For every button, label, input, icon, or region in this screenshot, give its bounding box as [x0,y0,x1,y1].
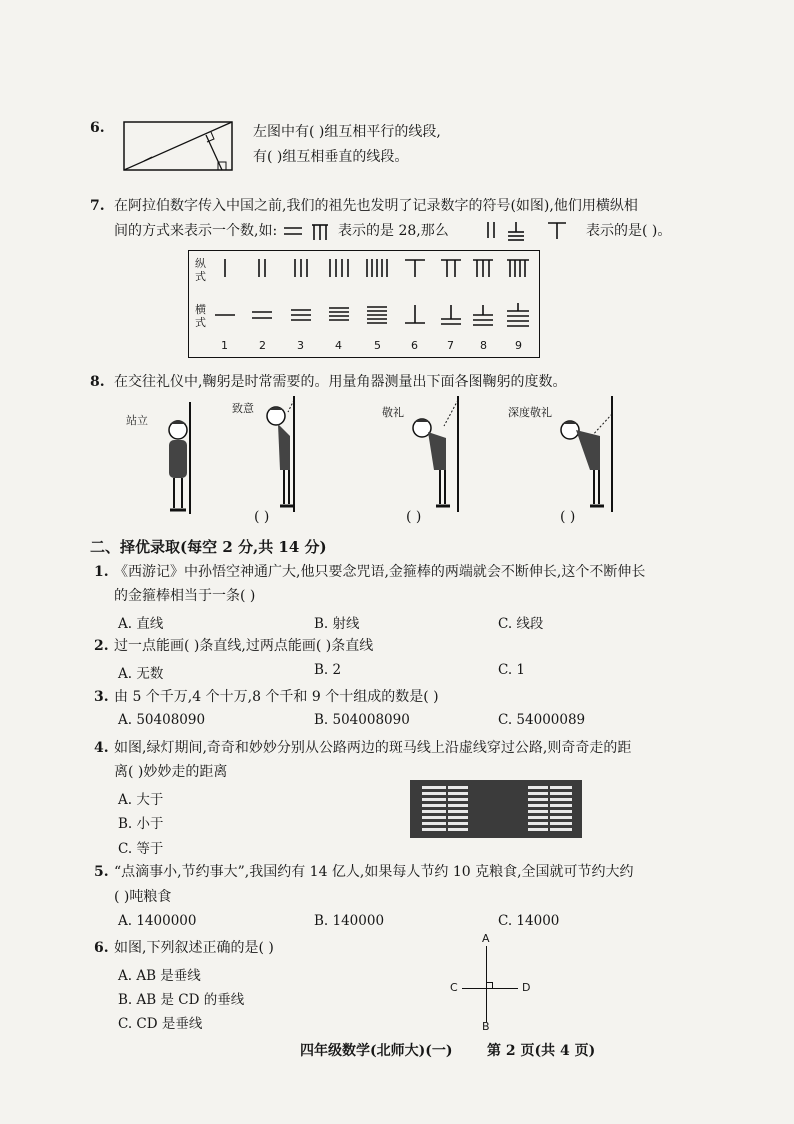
point-a-label: A [482,932,490,945]
mc4-option-a[interactable]: A. 大于 [118,792,164,808]
mc5-line2: ( )吨粮食 [114,889,172,905]
rod-question-icon [484,218,580,242]
mc6-option-b[interactable]: B. AB 是 CD 的垂线 [118,992,245,1008]
footer-page-number: 第 2 页(共 4 页) [487,1043,596,1059]
mc3-option-c[interactable]: C. 54000089 [498,712,586,728]
mc1-number: 1. [94,564,109,580]
mc1-option-a[interactable]: A. 直线 [118,616,164,632]
q6-number: 6. [90,120,105,136]
q6-line2: 有( )组互相垂直的线段。 [253,149,409,165]
digit-label: 8 [480,339,487,352]
crosswalk-road-figure [410,780,582,838]
deep-bow-figure [556,394,620,514]
mc6-line1: 如图,下列叙述正确的是( ) [114,940,274,956]
digit-label: 9 [515,339,522,352]
q8-number: 8. [90,374,105,390]
q6-line1: 左图中有( )组互相平行的线段, [253,124,441,140]
figure-label-salute: 敬礼 [382,406,404,419]
rod-numeral-table [188,250,540,358]
mc4-line2: 离( )妙妙走的距离 [114,764,228,780]
crosswalk-stripes-right [550,786,572,832]
digit-label: 3 [297,339,304,352]
mc2-option-a[interactable]: A. 无数 [118,666,164,682]
mc5-number: 5. [94,864,109,880]
mc3-number: 3. [94,689,109,705]
figure-label-deep-salute: 深度敬礼 [508,406,552,419]
q7-line2c: 表示的是( )。 [586,223,672,239]
mc6-option-a[interactable]: A. AB 是垂线 [118,968,201,984]
standing-person-figure [150,400,200,516]
digit-label: 4 [335,339,342,352]
q8-text: 在交往礼仪中,鞠躬是时常需要的。用量角器测量出下面各图鞠躬的度数。 [114,374,567,390]
mc1-line1: 《西游记》中孙悟空神通广大,他只要念咒语,金箍棒的两端就会不断伸长,这个不断伸长 [114,564,646,580]
mc6-option-c[interactable]: C. CD 是垂线 [118,1016,203,1032]
mc1-option-c[interactable]: C. 线段 [498,616,544,632]
q7-line1: 在阿拉伯数字传入中国之前,我们的祖先也发明了记录数字的符号(如图),他们用横纵相 [114,198,638,214]
row-label-horizontal: 横式 [195,303,206,329]
answer-blank-salute[interactable]: ( ) [406,509,422,525]
mc4-line1: 如图,绿灯期间,奇奇和妙妙分别从公路两边的斑马线上沿虚线穿过公路,则奇奇走的距 [114,740,632,756]
mc3-line1: 由 5 个千万,4 个十万,8 个千和 9 个十组成的数是( ) [114,689,439,705]
digit-row [189,339,539,355]
perpendicular-figure [440,932,540,1033]
figure-label-standing: 站立 [126,414,148,427]
mc5-option-a[interactable]: A. 1400000 [118,913,197,929]
mc2-line1: 过一点能画( )条直线,过两点能画( )条直线 [114,638,374,654]
mc4-option-b[interactable]: B. 小于 [118,816,164,832]
mc4-number: 4. [94,740,109,756]
mc6-number: 6. [94,940,109,956]
mc3-option-b[interactable]: B. 504008090 [314,712,410,728]
crosswalk-stripes-left [422,786,446,832]
rectangle-figure [118,118,238,176]
mc2-option-b[interactable]: B. 2 [314,662,342,678]
greeting-bow-figure [258,394,308,514]
mc1-line2: 的金箍棒相当于一条( ) [114,588,256,604]
digit-label: 6 [411,339,418,352]
digit-label: 7 [447,339,454,352]
row-label-vertical: 纵式 [195,257,206,283]
crosswalk-stripes-right [528,786,548,832]
q7-line2a: 间的方式来表示一个数,如: [114,223,278,239]
mc4-option-c[interactable]: C. 等于 [118,841,164,857]
digit-label: 1 [221,339,228,352]
mc5-line1: “点滴事小,节约事大”,我国约有 14 亿人,如果每人节约 10 克粮食,全国就可节约大约 [114,864,634,880]
mc3-option-a[interactable]: A. 50408090 [118,712,206,728]
q7-line2b: 表示的是 28,那么 [338,223,449,239]
figure-label-greeting: 致意 [232,402,254,415]
digit-label: 5 [374,339,381,352]
section-title: 二、择优录取(每空 2 分,共 14 分) [90,538,327,556]
q7-number: 7. [90,198,105,214]
mc5-option-c[interactable]: C. 14000 [498,913,560,929]
right-angle-mark [486,982,493,989]
mc1-option-b[interactable]: B. 射线 [314,616,360,632]
answer-blank-deep-salute[interactable]: ( ) [560,509,576,525]
point-d-label: D [522,981,531,994]
digit-label: 2 [259,339,266,352]
answer-blank-greeting[interactable]: ( ) [254,509,270,525]
salute-bow-figure [404,394,466,514]
mc5-option-b[interactable]: B. 140000 [314,913,385,929]
point-c-label: C [450,981,458,994]
crosswalk-stripes-left [448,786,468,832]
rod-example-28-icon [282,222,336,242]
point-b-label: B [482,1020,490,1033]
mc2-option-c[interactable]: C. 1 [498,662,526,678]
footer-subject: 四年级数学(北师大)(一) [300,1043,453,1059]
mc2-number: 2. [94,638,109,654]
